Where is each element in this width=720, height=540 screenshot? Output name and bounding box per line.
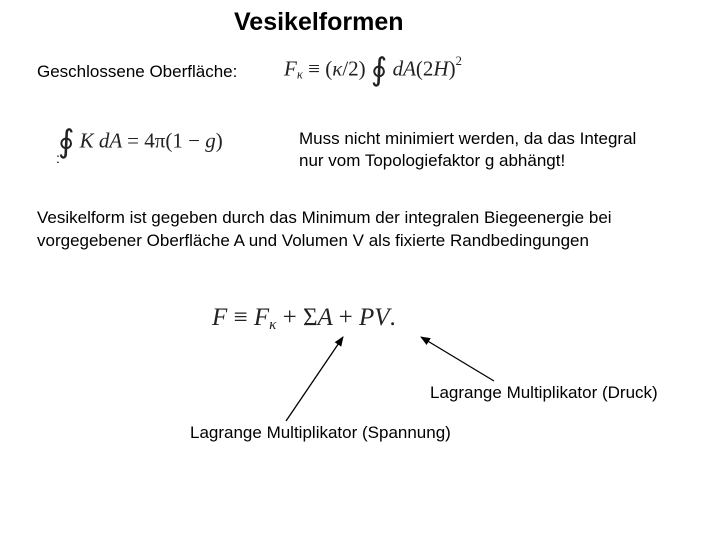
slide-title: Vesikelformen <box>234 8 404 36</box>
tension-label: Lagrange Multiplikator (Spannung) <box>190 423 451 442</box>
note-line-1: Muss nicht minimiert werden, da das Integral <box>299 129 637 148</box>
gauss-bonnet-formula: ∮ K dA = 4π(1 − g) <box>58 124 223 159</box>
total-energy-formula: $F \equiv F_\kappa + \Sigma A$ + PV. <box>212 304 396 333</box>
pressure-arrow <box>421 337 494 381</box>
paragraph-line-2: vorgegebener Oberfläche A und Volumen V als fixierte Randbedingungen <box>37 231 589 250</box>
colon-mark: : <box>56 150 60 166</box>
closed-surface-label: Geschlossene Oberfläche: <box>37 62 238 81</box>
tension-arrow <box>286 337 343 421</box>
pressure-label: Lagrange Multiplikator (Druck) <box>430 383 658 402</box>
note-line-2: nur vom Topologiefaktor g abhängt! <box>299 151 566 170</box>
paragraph-line-1: Vesikelform ist gegeben durch das Minimum der integralen Biegeenergie bei <box>37 208 612 227</box>
bending-energy-formula: $F_\kappa \equiv (\kappa/2)$ ∮ $dA(2H)^2$ <box>284 52 462 87</box>
